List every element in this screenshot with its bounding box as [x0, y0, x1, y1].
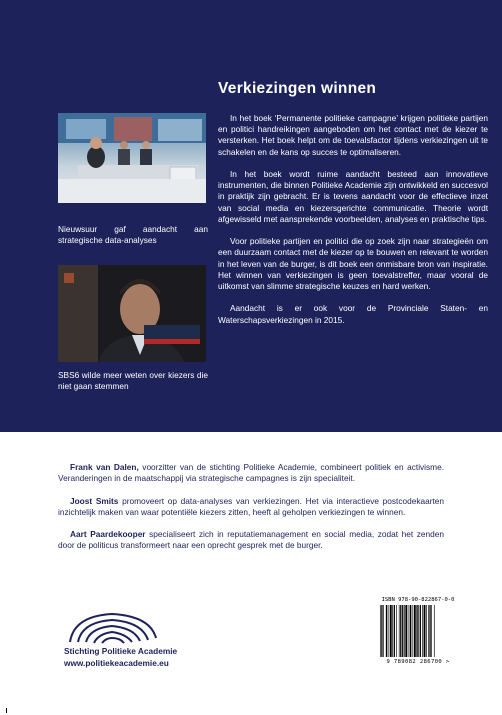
author-description: specialiseert zich in reputatiemanagement en social media, zodat het zenden door de politicus transformeert naar een oprecht gesprek met de burger. — [58, 529, 444, 551]
barcode-bar — [381, 605, 382, 657]
author-description: voorzitter van de stichting Politieke Academie, combineert politiek en activisme. Veranderingen in de maatschappij via strategische campagnes is zijn specialiteit. — [58, 462, 445, 484]
barcode-bar — [402, 605, 403, 657]
author-bios — [58, 462, 444, 563]
barcode-bar — [396, 605, 397, 657]
barcode-bars — [376, 605, 460, 659]
barcode-bar — [383, 605, 384, 657]
barcode-bar — [404, 605, 405, 657]
barcode-bar — [410, 605, 411, 657]
barcode-bar — [405, 605, 407, 657]
blurb-text — [218, 113, 488, 337]
blurb-paragraph: In het boek ‘Permanente politieke campagne’ krijgen politieke partijen en politici handreikingen aangeboden om het contact met de kiezer te versterken. Het boek helpt om de toevalsfactor tijdens verkiezingen uit te schakelen en de kans op succes te optimaliseren. — [218, 113, 488, 157]
barcode-bar — [394, 605, 395, 657]
politieke-academie-logo — [64, 610, 164, 644]
sbs6-interview-photo — [58, 265, 206, 362]
barcode-bar — [390, 605, 392, 657]
barcode-bar — [409, 605, 410, 657]
barcode-bar — [380, 605, 381, 657]
author-bio — [58, 496, 444, 518]
author-name: Aart Paardekooper — [70, 529, 146, 540]
author-bio — [58, 462, 444, 484]
barcode-bar — [429, 605, 430, 657]
organization-url: www.politiekeacademie.eu — [64, 658, 169, 668]
barcode-bar — [400, 605, 401, 657]
barcode-bar — [386, 605, 387, 657]
organization-name: Stichting Politieke Academie — [64, 646, 178, 656]
interview-illustration — [58, 265, 206, 362]
barcode-bar — [420, 605, 421, 657]
author-name: Joost Smits — [70, 495, 119, 506]
barcode-bar — [431, 605, 432, 657]
blurb-paragraph: Aandacht is er ook voor de Provinciale Staten- en Waterschapsverkiezingen in 2015. — [218, 303, 488, 325]
barcode-bar — [414, 605, 416, 657]
studio-illustration — [58, 113, 206, 203]
crop-mark — [6, 708, 7, 713]
barcode-bar — [399, 605, 400, 657]
blurb-paragraph: Voor politieke partijen en politici die op zoek zijn naar strategieën om een duurzaam contact met de kiezer op te bouwen en relevant te worden in het leven van de burger, is dit boek een onmisbare bron van inspiratie. Het winnen van verkiezingen is geen toevalstreffer, maar vooral de uitkomst van slimme strategische keuzes en hard werken. — [218, 236, 488, 292]
author-name: Frank van Dalen, — [70, 462, 139, 472]
book-section-title: Verkiezingen winnen — [218, 80, 377, 97]
isbn-label: ISBN 978-90-822867-0-0 — [381, 597, 455, 603]
barcode-bar — [412, 605, 413, 657]
nieuwsuur-studio-photo — [58, 113, 206, 203]
barcode-bar — [422, 605, 423, 657]
barcode-bar — [392, 605, 393, 657]
barcode-bar — [424, 605, 426, 657]
barcode-bar — [434, 605, 435, 657]
barcode-digits: 9 789082 286700 > — [386, 659, 450, 665]
author-description: promoveert op data-analyses van verkiezingen. Het via interactieve postcodekaarten inzichtelijk maken van waar potentiële kiezers zitten, heeft al geholpen verkiezingen te winnen. — [58, 495, 445, 517]
photo-caption: Nieuwsuur gaf aandacht aan strategische data-analyses — [58, 224, 208, 246]
barcode-bar — [428, 605, 429, 657]
blurb-paragraph: In het boek wordt ruime aandacht besteed aan innovatieve instrumenten, die binnen Politieke Academie zijn ontwikkeld en succesvol in praktijk zijn gebracht. Er is tevens aandacht voor de effectieve inzet van social media en kiezersgerichte communicatie. Theorie wordt afgewisseld met aansprekende voorbeelden, analyses en praktische tips. — [218, 169, 488, 224]
barcode-bar — [416, 605, 417, 657]
barcode-bar — [418, 605, 419, 657]
photo-caption: SBS6 wilde meer weten over kiezers die niet gaan stemmen — [58, 370, 208, 392]
barcode-bar — [388, 605, 389, 657]
author-bio — [58, 529, 444, 551]
isbn-barcode — [376, 597, 460, 669]
barcode-bar — [426, 605, 427, 657]
